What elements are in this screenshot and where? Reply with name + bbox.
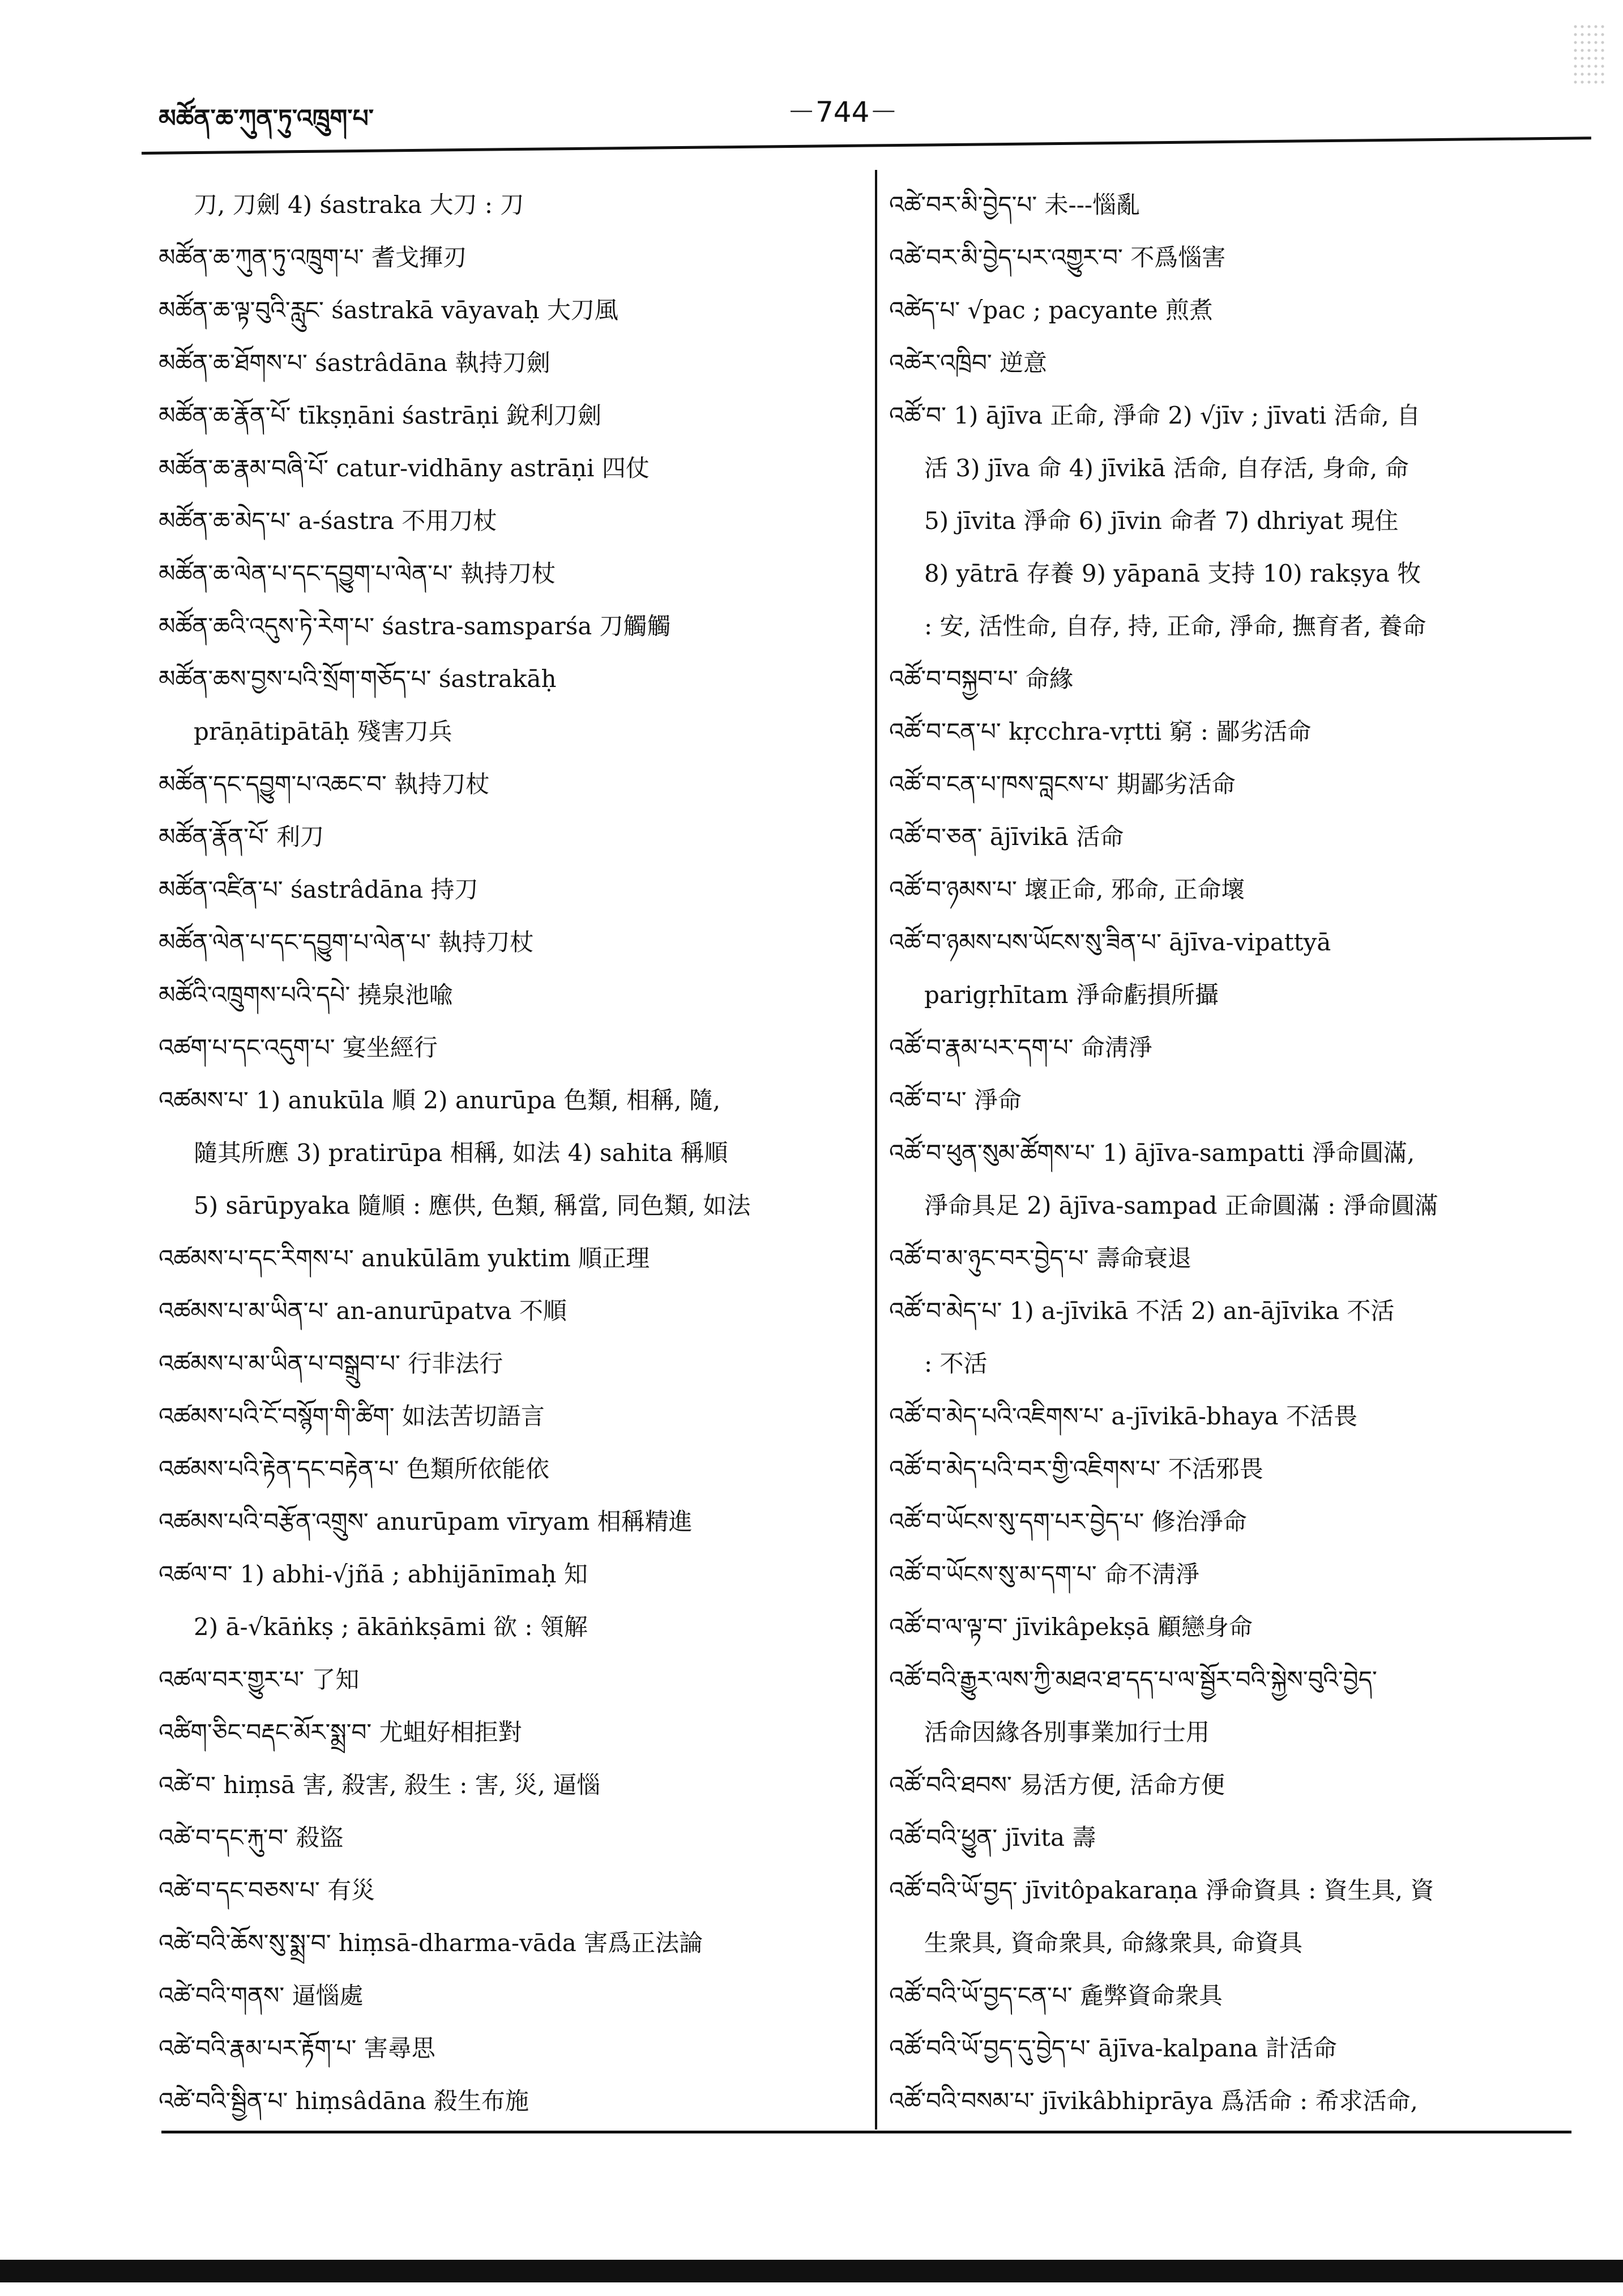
- dictionary-entry-line: འཚག་པ་དང་འདུག་པ་ 宴坐經行: [159, 1034, 438, 1061]
- dictionary-entry-line: འཚེ་བར་མི་བྱེད་པར་འགྱུར་བ་ 不爲惱害: [889, 244, 1226, 271]
- dictionary-entry-line: མཚོན་འཛིན་པ་ śastrâdāna 持刀: [159, 876, 479, 903]
- dictionary-entry-line: མཚོན་ཆ་ཀུན་ཏུ་འཁྲུག་པ་ 耆戈揮刃: [159, 244, 467, 271]
- footer-rule: [161, 2131, 1571, 2133]
- dictionary-entry-line: 淨命具足 2) ājīva-sampad 正命圓滿 : 淨命圓滿: [924, 1192, 1438, 1219]
- dictionary-entry-line: འཚོ་བ་ཉམས་པས་ཡོངས་སུ་ཟིན་པ་ ājīva-vipattyā: [889, 928, 1331, 956]
- dictionary-entry-line: འཚིག་ཅིང་བརྡང་མོར་སྨྲ་བ་ 尤蛆好相拒對: [159, 1718, 522, 1746]
- dictionary-entry-line: འཚོ་བ་བསྐྱབ་པ་ 命緣: [889, 665, 1074, 693]
- dictionary-entry-line: འཚོ་བའི་ཡོ་བྱད་ jīvitôpakaraṇa 淨命資具 : 資生具, 資: [889, 1876, 1434, 1904]
- dictionary-entry-line: 活命因緣各別事業加行士用: [924, 1718, 1210, 1746]
- dictionary-entry-line: འཚོ་བའི་བསམ་པ་ jīvikâbhiprāya 爲活命 : 希求活命,: [889, 2087, 1418, 2115]
- dictionary-entry-line: : 安, 活性命, 自存, 持, 正命, 淨命, 撫育者, 養命: [924, 612, 1426, 640]
- dictionary-entry-line: འཚོ་བ་ངན་པ་ཁས་བླངས་པ་ 期鄙劣活命: [889, 770, 1236, 798]
- dictionary-entry-line: མཚོན་ཆས་བྱས་པའི་སྲོག་གཅོད་པ་ śastrakāḥ: [159, 665, 557, 693]
- dictionary-entry-line: འཚོ་བའི་རྒྱུར་ལས་ཀྱི་མཐའ་ཐ་དད་པ་ལ་སྦྱོར་བའི་སྐྱེས་བུའི་བྱེད་: [889, 1666, 1377, 1693]
- dictionary-entry-line: འཚལ་བར་གྱུར་པ་ 了知: [159, 1666, 360, 1693]
- dictionary-entry-line: parigṛhītam 淨命虧損所攝: [924, 981, 1219, 1009]
- scan-speckle: [1572, 23, 1606, 85]
- dictionary-entry-line: འཚེད་པ་ √pac ; pacyante 煎煮: [889, 296, 1214, 324]
- dictionary-entry-line: མཚོན་ཆ་རྣོན་པོ་ tīkṣṇāni śastrāṇi 銳利刀劍: [159, 402, 601, 429]
- dictionary-entry-line: འཚོ་བའི་ཡོ་བྱད་ངན་པ་ 麁弊資命衆具: [889, 1982, 1223, 2009]
- dictionary-entry-line: མཚོན་ལེན་པ་དང་དབྱུག་པ་ལེན་པ་ 執持刀杖: [159, 928, 534, 956]
- dictionary-entry-line: འཚོ་བ་པ་ 淨命: [889, 1086, 1022, 1114]
- dictionary-entry-line: འཚོ་བའི་ཡོ་བྱད་དུ་བྱེད་པ་ ājīva-kalpana 計活命: [889, 2034, 1337, 2062]
- dictionary-entry-line: prāṇātipātāḥ 殘害刀兵: [194, 718, 452, 745]
- dictionary-entry-line: མཚོན་ཆ་རྣམ་བཞི་པོ་ catur-vidhāny astrāṇi 四仗: [159, 454, 650, 482]
- dictionary-entry-line: འཚམས་པ་ 1) anukūla 順 2) anurūpa 色類, 相稱, 隨,: [159, 1086, 721, 1114]
- dictionary-entry-line: འཚེ་བའི་ཆོས་སུ་སྨྲ་བ་ hiṃsā-dharma-vāda 害爲正法論: [159, 1929, 703, 1957]
- dictionary-entry-line: འཚོ་བའི་ཐབས་ 易活方便, 活命方便: [889, 1771, 1225, 1799]
- dictionary-entry-line: འཚལ་བ་ 1) abhi-√jñā ; abhijānīmaḥ 知: [159, 1560, 588, 1588]
- dictionary-entry-line: མཚོན་ཆའི་འདུས་ཏེ་རེག་པ་ śastra-samsparśa 刀觸觸: [159, 612, 671, 640]
- dictionary-entry-line: 5) sārūpyaka 隨順 : 應供, 色類, 稱當, 同色類, 如法: [194, 1192, 751, 1219]
- left-column: [159, 178, 861, 2127]
- page-number: －744－: [787, 96, 898, 129]
- dictionary-entry-line: མཚོན་ཆ་ལེན་པ་དང་དབྱུག་པ་ལེན་པ་ 執持刀杖: [159, 560, 556, 587]
- dictionary-entry-line: 隨其所應 3) pratirūpa 相稱, 如法 4) sahita 稱順: [194, 1139, 728, 1167]
- column-divider: [875, 170, 877, 2129]
- running-title: མཚོན་ཆ་ཀུན་ཏུ་འཁྲུག་པ་: [159, 104, 374, 133]
- dictionary-entry-line: འཚོ་བའི་ཕྱུན་ jīvita 壽: [889, 1824, 1096, 1851]
- right-column: [889, 178, 1586, 2127]
- dictionary-entry-line: འཚེ་བ་དང་བཅས་པ་ 有災: [159, 1876, 375, 1904]
- dictionary-entry-line: འཚེ་བའི་སྦྱིན་པ་ hiṃsâdāna 殺生布施: [159, 2087, 529, 2115]
- dictionary-entry-line: འཚེར་འཁྲིབ་ 逆意: [889, 349, 1048, 377]
- dictionary-entry-line: འཚོ་བ་ཉམས་པ་ 壞正命, 邪命, 正命壞: [889, 876, 1245, 903]
- scan-edge-band: [0, 2260, 1623, 2282]
- dictionary-entry-line: འཚེ་བའི་རྣམ་པར་རྟོག་པ་ 害尋思: [159, 2034, 435, 2062]
- dictionary-entry-line: མཚོའི་འཁྲུགས་པའི་དཔེ་ 撓泉池喩: [159, 981, 453, 1009]
- dictionary-entry-line: མཚོན་ཆ་ཐོགས་པ་ śastrâdāna 執持刀劍: [159, 349, 550, 377]
- dictionary-entry-line: འཚམས་པ་དང་རིགས་པ་ anukūlām yuktim 順正理: [159, 1244, 650, 1272]
- dictionary-entry-line: 8) yātrā 存養 9) yāpanā 支持 10) rakṣya 牧: [924, 560, 1421, 587]
- dictionary-entry-line: 刀, 刀劍 4) śastraka 大刀 : 刀: [194, 191, 524, 219]
- dictionary-entry-line: འཚོ་བ་ཅན་ ājīvikā 活命: [889, 823, 1124, 851]
- dictionary-entry-line: མཚོན་རྣོན་པོ་ 利刀: [159, 823, 324, 851]
- dictionary-entry-line: འཚོ་བ་ལ་ལྟ་བ་ jīvikâpekṣā 顧戀身命: [889, 1613, 1253, 1641]
- dictionary-entry-line: འཚོ་བ་མེད་པའི་འཇིགས་པ་ a-jīvikā-bhaya 不活畏: [889, 1402, 1358, 1430]
- dictionary-entry-line: མཚོན་ཆ་མེད་པ་ a-śastra 不用刀杖: [159, 507, 497, 535]
- dictionary-entry-line: : 不活: [924, 1350, 988, 1377]
- dictionary-entry-line: འཚེ་བ་དང་རྐུ་བ་ 殺盜: [159, 1824, 344, 1851]
- dictionary-entry-line: འཚོ་བ་ཡོངས་སུ་དག་པར་བྱེད་པ་ 修治淨命: [889, 1508, 1247, 1535]
- dictionary-entry-line: འཚམས་པའི་རྟེན་དང་བརྟེན་པ་ 色類所依能依: [159, 1455, 549, 1483]
- dictionary-entry-line: འཚོ་བ་མེད་པའི་བར་གྱི་འཇིགས་པ་ 不活邪畏: [889, 1455, 1263, 1483]
- dictionary-entry-line: 5) jīvita 淨命 6) jīvin 命者 7) dhriyat 現住: [924, 507, 1399, 535]
- dictionary-entry-line: འཚོ་བ་རྣམ་པར་དག་པ་ 命淸淨: [889, 1034, 1152, 1061]
- dictionary-entry-line: འཚོ་བ་ཕུན་སུམ་ཚོགས་པ་ 1) ājīva-sampatti 淨命圓滿,: [889, 1139, 1415, 1167]
- dictionary-entry-line: འཚམས་པ་མ་ཡིན་པ་ an-anurūpatva 不順: [159, 1297, 567, 1325]
- dictionary-entry-line: འཚོ་བ་ངན་པ་ kṛcchra-vṛtti 窮 : 鄙劣活命: [889, 718, 1312, 745]
- dictionary-entry-line: འཚེ་བ་ hiṃsā 害, 殺害, 殺生 : 害, 災, 逼惱: [159, 1771, 601, 1799]
- dictionary-entry-line: འཚམས་པའི་བརྩོན་འགྲུས་ anurūpam vīryam 相稱精進: [159, 1508, 693, 1535]
- dictionary-entry-line: འཚམས་པ་མ་ཡིན་པ་བསྒྲུབ་པ་ 行非法行: [159, 1350, 503, 1377]
- dictionary-entry-line: འཚོ་བ་ཡོངས་སུ་མ་དག་པ་ 命不淸淨: [889, 1560, 1200, 1588]
- dictionary-entry-line: འཚམས་པའི་ངོ་བསྙོག་གི་ཚིག་ 如法苦切語言: [159, 1402, 545, 1430]
- dictionary-entry-line: 2) ā-√kāṅkṣ ; ākāṅkṣāmi 欲 : 領解: [194, 1613, 588, 1641]
- dictionary-entry-line: འཚེ་བར་མི་བྱེད་པ་ 未---惱亂: [889, 191, 1141, 219]
- dictionary-entry-line: མཚོན་ཆ་ལྟ་བུའི་རླུང་ śastrakā vāyavaḥ 大刀風: [159, 296, 618, 324]
- dictionary-entry-line: 活 3) jīva 命 4) jīvikā 活命, 自存活, 身命, 命: [924, 454, 1409, 482]
- dictionary-entry-line: འཚོ་བ་མེད་པ་ 1) a-jīvikā 不活 2) an-ājīvika 不活: [889, 1297, 1395, 1325]
- dictionary-entry-line: འཚོ་བ་ 1) ājīva 正命, 淨命 2) √jīv ; jīvati 活命, 自: [889, 402, 1421, 429]
- dictionary-entry-line: 生衆具, 資命衆具, 命緣衆具, 命資具: [924, 1929, 1303, 1957]
- dictionary-entry-line: འཚེ་བའི་གནས་ 逼惱處: [159, 1982, 364, 2009]
- dictionary-entry-line: འཚོ་བ་མ་ཉུང་བར་བྱེད་པ་ 壽命衰退: [889, 1244, 1191, 1272]
- dictionary-entry-line: མཚོན་དང་དབྱུག་པ་འཆང་བ་ 執持刀杖: [159, 770, 490, 798]
